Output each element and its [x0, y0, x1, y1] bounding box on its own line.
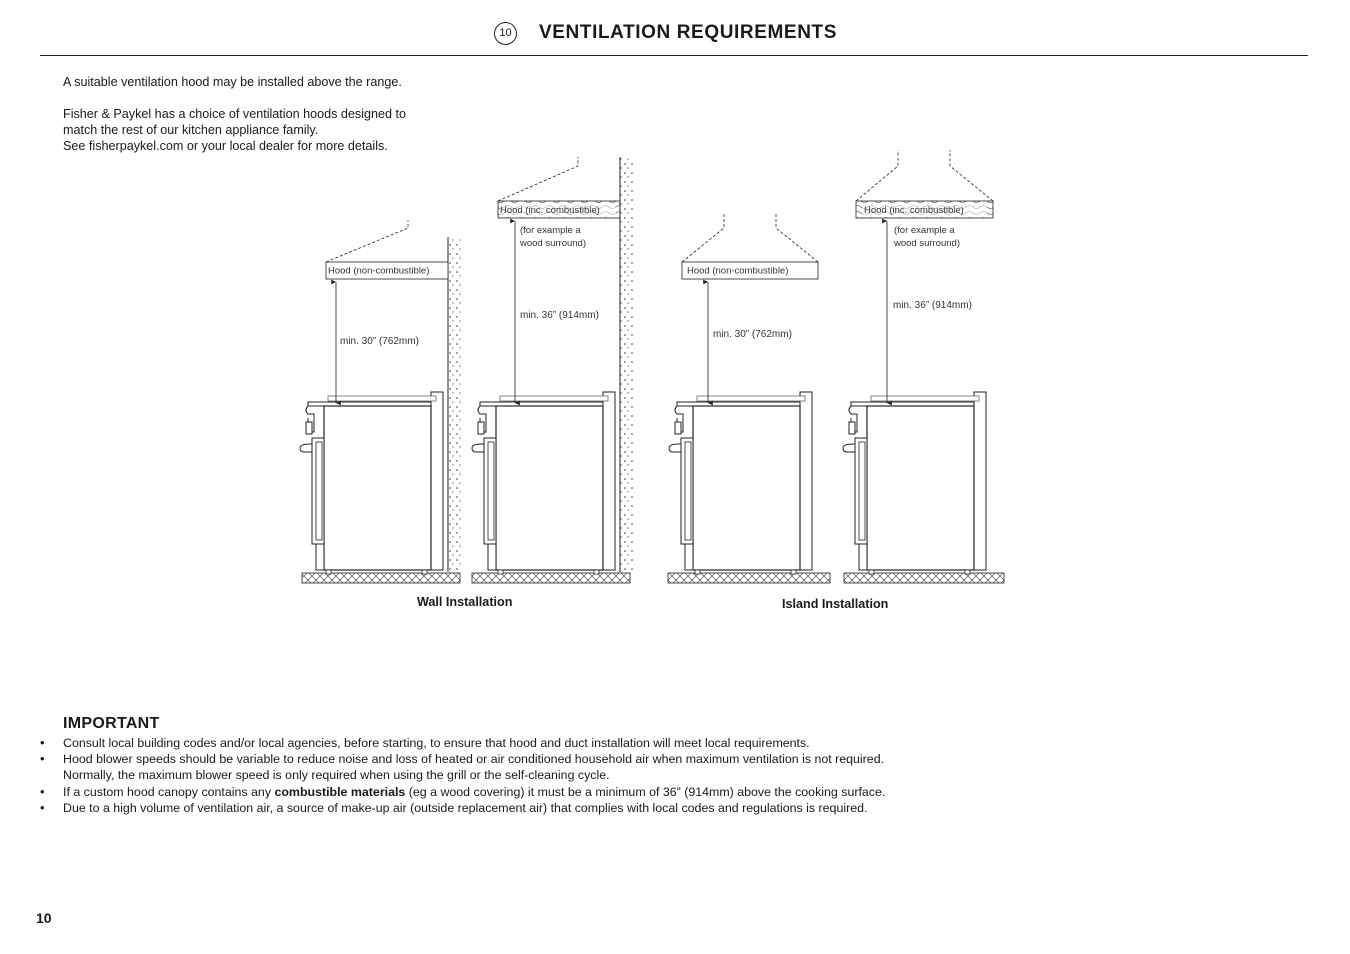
range-3: [669, 392, 812, 574]
section-title: VENTILATION REQUIREMENTS: [539, 22, 837, 43]
wall-2: [620, 157, 634, 572]
combustible-note-1a: (for example a: [520, 225, 581, 236]
floor-4: [844, 573, 1004, 583]
list-item: [40, 735, 1070, 751]
floor-2: [472, 573, 630, 583]
floor-3: [668, 573, 830, 583]
range-2: [472, 392, 615, 574]
hood-island-noncombustible: [682, 213, 818, 279]
range-4: [843, 392, 986, 574]
page-number: 10: [36, 910, 52, 926]
dimension-label-3: min. 30” (762mm): [713, 329, 792, 340]
hood-wall-noncombustible: [326, 220, 448, 279]
bullet-text-4: Due to a high volume of ventilation air, a source of make-up air (outside replacement air) that complies with local codes and regulations is required.: [63, 800, 868, 815]
intro-line-2: Fisher & Paykel has a choice of ventilation hoods designed to: [63, 107, 407, 121]
list-item: [40, 784, 1070, 800]
dimension-label-1: min. 30” (762mm): [340, 336, 419, 347]
important-heading: IMPORTANT: [63, 715, 160, 732]
floor-1: [302, 573, 460, 583]
intro-line-4: See fisherpaykel.com or your local dealer for more details.: [63, 139, 388, 153]
hood-label-2: Hood (inc. combustible): [500, 205, 600, 216]
dimension-label-2: min. 36” (914mm): [520, 310, 599, 321]
dimension-label-4: min. 36” (914mm): [893, 300, 972, 311]
intro-line-3: match the rest of our kitchen appliance family.: [63, 123, 319, 137]
combustible-note-2b: wood surround): [894, 238, 961, 249]
wall-1: [448, 237, 462, 572]
section-number-badge: 10: [494, 22, 517, 45]
hood-island-combustible: [856, 150, 993, 218]
bullet-text-1: Consult local building codes and/or local agencies, before starting, to ensure that hood and duct installation will meet local requirements.: [63, 736, 810, 750]
bullet-text-2b: Normally, the maximum blower speed is only required when using the grill or the self-cleaning cycle.: [63, 768, 610, 783]
hood-label-4: Hood (inc. combustible): [864, 205, 964, 216]
combustible-note-1b: wood surround): [520, 238, 587, 249]
bullet-text-3-bold: combustible materials: [274, 784, 406, 799]
combustible-note-2a: (for example a: [894, 225, 955, 236]
hood-label-1: Hood (non-combustible): [328, 265, 430, 277]
bullet-text-3-post: (eg a wood covering) it must be a minimum of 36” (914mm) above the cooking surface.: [405, 784, 886, 799]
range-1: [300, 392, 443, 574]
island-installation-caption: Island Installation: [782, 597, 889, 611]
important-list: [40, 735, 1070, 816]
wall-installation-caption: Wall Installation: [417, 595, 513, 609]
hood-label-3: Hood (non-combustible): [687, 265, 789, 277]
bullet-text-2a: Hood blower speeds should be variable to reduce noise and loss of heated or air conditioned household air when maximum ventilation is not required.: [63, 752, 885, 767]
bullet-text-3-pre: If a custom hood canopy contains any: [63, 784, 275, 799]
hood-wall-combustible: [498, 157, 620, 218]
list-item: [40, 751, 1070, 783]
list-item: [40, 800, 1070, 816]
intro-line-1: A suitable ventilation hood may be installed above the range.: [63, 75, 402, 89]
